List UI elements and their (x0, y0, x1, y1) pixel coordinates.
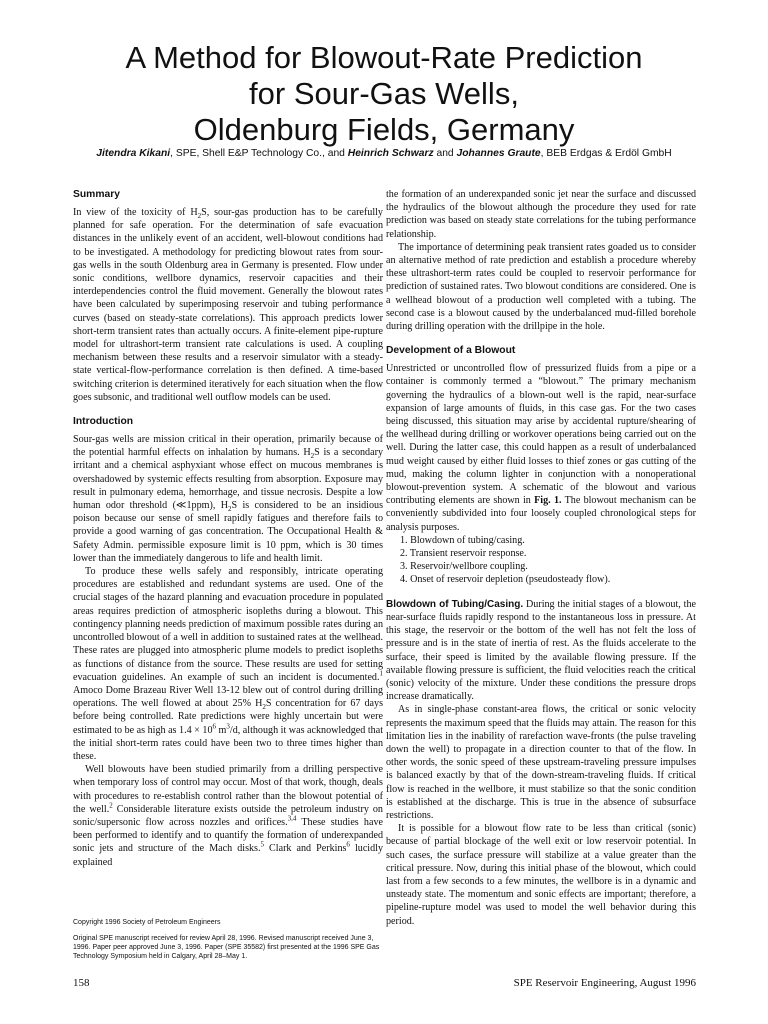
list-item: 2. Transient reservoir response. (400, 548, 527, 560)
development-paragraph (386, 362, 696, 534)
list-item: 3. Reservoir/wellbore coupling. (400, 561, 528, 573)
left-column (73, 188, 383, 869)
reference-superscript: 3,4 (287, 814, 297, 823)
blowdown-text-1: During the initial stages of a blowout, the near-surface fluids rapidly respond to the instantaneous loss in pressure. At this stage, the reservoir or the bottom of the well has not felt the loss of pressure and is in the state of inertia of rest. As the fluids accelerate to the surface, their speed is limited by the available flowing pressure. If the available flowing pressure is sufficient, the fluid velocities reach the critical (sonic) velocity of the mixture. Under these conditions the pressure drops increase dramatically. (386, 598, 696, 703)
intro-p3-text-c: These studies have been performed to identify and to quantify the formation of underexpanded sonic jets and structure of the Mach disks. (73, 816, 383, 855)
intro-p2-text-c: S concentration for 67 days before being controlled. Rate predictions were highly uncertain but were estimated to be as high as 1.4 × 10 (73, 698, 383, 736)
intro-p1-text-a: Sour-gas wells are mission critical in their operation, primarily because of the potential harmful effects on inhalation by humans. H (73, 434, 383, 459)
author-graute-affiliation: , BEB Erdgas & Erdöl GmbH (540, 148, 672, 159)
h2s-subscript: 2 (197, 212, 202, 221)
author-kikani-affiliation: , SPE, Shell E&P Technology Co., and (170, 148, 348, 159)
development-text-a: Unrestricted or uncontrolled flow of pressurized fluids from a pipe or a container is commonly termed a “blowout.” The primary mechanism governing the hydraulics of a blown-out well is the rapid, near-surface expansion of large amounts of fluids, in this case gas. For the two cases being discussed, this situation may arise by accidental rupture/shearing of the wellhead during drilling or workover operations being carried out on the well. During the latter case, this could happen as a result of underbalanced mud weight caused by either fluid losses to thief zones or gas cutting of the mud, making the column lighter in conjunction with a nonoperational blowout-prevention system. A schematic of the blowout and various contributing elements are shown in (386, 363, 696, 507)
paper-title (60, 40, 708, 148)
list-item: 1. Blowdown of tubing/casing. (400, 534, 525, 546)
intro-paragraph-1 (73, 433, 383, 565)
introduction-heading: Introduction (73, 416, 134, 428)
author-line (40, 147, 728, 160)
reference-superscript: 5 (260, 840, 265, 849)
intro-p3-text-d: Clark and Perkins (264, 843, 347, 855)
h2s-subscript: 2 (262, 703, 266, 712)
summary-paragraph (73, 206, 383, 404)
page-number: 158 (73, 977, 90, 989)
journal-footer: SPE Reservoir Engineering, August 1996 (513, 977, 696, 989)
development-text-b: The blowout mechanism can be conveniently subdivided into four loosely coupled chronological steps for analysis purposes. (386, 495, 696, 533)
intro-p3-text-a: Well blowouts have been studied primarily from a drilling perspective when temporary loss of control may occur. Most of that work, though, deals with procedures to re-establish control rather than the blowout potential of the well. (73, 764, 383, 815)
exponent-superscript: 6 (212, 722, 216, 731)
h2s-subscript: 2 (310, 452, 315, 461)
blowout-steps-list (386, 534, 696, 587)
title-line-3: Oldenburg Fields, Germany (193, 112, 575, 147)
title-line-1: A Method for Blowout-Rate Prediction (125, 40, 643, 75)
title-line-2: for Sour-Gas Wells, (249, 76, 519, 111)
reference-superscript: 1 (379, 669, 383, 678)
blowdown-paragraph-1 (386, 598, 696, 704)
summary-text-a: In view of the toxicity of H (73, 207, 198, 218)
reference-superscript: 2 (109, 801, 113, 810)
author-kikani: Jitendra Kikani (96, 148, 171, 159)
author-graute: Johannes Graute (456, 148, 541, 159)
intro-p2-text-a: To produce these wells safely and responsibly, intricate operating procedures are established and redundant systems are used. One of the crucial stages of the hazard planning and evacuation procedure in populated areas requires prediction of atmospheric isopleths during a blowout. This contingency planning needs prediction of maximum possible rates during an uncontrolled blowout of a well in addition to sustained rates at the wellhead. These rates are plugged into atmospheric plume models to predict isopleths as functions of distance from the source. These results are used for setting evacuation guidelines. An example of such an incident is documented. (73, 566, 383, 683)
author-schwarz: Heinrich Schwarz (347, 148, 434, 159)
intro-p2-text-e: /d, although it was acknowledged that the initial short-term rates could have been two to three times higher than these. (73, 724, 383, 762)
development-heading: Development of a Blowout (386, 345, 516, 357)
copyright-footnote: Copyright 1996 Society of Petroleum Engineers (73, 919, 221, 926)
intro-p2-text-d: m (216, 724, 227, 736)
intro-paragraph-2 (73, 565, 383, 763)
figure-reference: Fig. 1. (534, 495, 562, 507)
intro-p3-text-e: lucidly explained (73, 843, 383, 868)
right-paragraph-2: The importance of determining peak transient rates goaded us to consider an alternative method of rate prediction and establish a procedure whereby these ultrashort-term rates could be coupled to reservoir performance for prediction of sustained rates. Two blowout conditions are considered. One is a wellhead blowout of a production well completed with a tubing. The second case is a blowout caused by the underbalanced mud-filled borehole during drilling operation with the drillpipe in the hole. (386, 241, 696, 333)
intro-p2-text-b: Amoco Dome Brazeau River Well 13-12 blew out of control during drilling operations. The well flowed at about 25% H (73, 684, 383, 710)
list-item: 4. Onset of reservoir depletion (pseudosteady flow). (400, 574, 611, 586)
intro-p1-text-c: S is considered to be an insidious poison because our sense of smell rapidly fatigues and therefore fails to provide a good warning of gas concentration. The Occupational Health & Safety Admin. permissible exposure limit is 10 ppm, which is 30 times lower than the immediately dangerous to life and health limit. (73, 500, 383, 564)
intro-p1-text-b: S is a secondary irritant and a chemical asphyxiant whose effect on mucous membranes is overshadowed by systemic effects resulting from absorption. Exposure may result in pulmonary edema, hemorrhage, and tissue necrosis. Despite a low human odor threshold (≪1ppm), H (73, 447, 383, 512)
right-column (386, 188, 696, 928)
intro-paragraph-3 (73, 763, 383, 869)
blowdown-paragraph-3: It is possible for a blowout flow rate to be less than critical (sonic) because of partial blockage of the well exit or low reservoir potential. In such cases, the surface pressure will stabilize at a value greater than the critical pressure. Now, during this initial phase of the blowout, which could last from a few seconds to a few minutes, the wellbore is in a dynamic and unsteady state. The momentum and sonic effects are important; therefore, a pipeline-rupture model was used to model the well behavior during this period. (386, 823, 696, 927)
summary-heading: Summary (73, 189, 120, 200)
right-paragraph-1: the formation of an underexpanded sonic jet near the surface and discussed the hydraulics of the blowout although the procedure they used for rate prediction was based on steady state correlations for the tubing performance relationship. (386, 189, 696, 240)
blowdown-runin-heading: Blowdown of Tubing/Casing. (386, 598, 524, 610)
unit-superscript: 3 (226, 722, 230, 731)
h2s-subscript: 2 (228, 505, 232, 514)
manuscript-footnote: Original SPE manuscript received for review April 28, 1996. Revised manuscript received June 3, 1996. Paper peer approved June 3, 1996. Paper (SPE 35582) first presented at the 1996 SPE Gas Technology Symposium held in Calgary, April 28–May 1. (73, 935, 380, 960)
summary-text-b: S, sour-gas production has to be carefully planned for safe operation. For the determination of safe evacuation distances in the unlikely event of an accident, well-blowout conditions had to be investigated. A methodology for predicting blowout rates from sour-gas wells in the south Oldenburg area in Germany is presented. Flow under sonic conditions, wellbore dynamics, reservoir capacities and their interdependencies control the fluid movement. Generally the blowout rates have been calculated by superimposing reservoir and tubing performance curves (based on steady-state correlations). This approach predicts lower short-term transient rates than actually occurs. A finite-element pipe-rupture model for ultrashort-term transient rate calculations is used. A coupling mechanism between these results and a reservoir simulator with a steady-state vertical-flow-performance correlation is then defined. A time-based switching criterion is determined iteratively for each situation when the flow goes subsonic, and traditional well outflow models can be used. (73, 207, 383, 403)
reference-superscript: 6 (346, 840, 350, 849)
blowdown-paragraph-2: As in single-phase constant-area flows, the critical or sonic velocity represents the maximum speed that the fluids may attain. The reason for this limitation lies in the inability of rarefaction wave-fronts (the pulse traveling down the well) to propagate in a direction counter to that of the flow. In other words, the sonic speed of these upstream-traveling pressure impulses is balanced exactly by that of the down-stream-traveling fluids. If critical flow is reached in the wellbore, it must stabilize so that the sonic condition is established at the discharge. This is true in the absence of subsurface restrictions. (386, 704, 696, 821)
author-join: and (433, 148, 457, 159)
intro-p3-text-b: Considerable literature exists outside the petroleum industry on sonic/supersonic flow across nozzles and orifices. (73, 803, 383, 828)
